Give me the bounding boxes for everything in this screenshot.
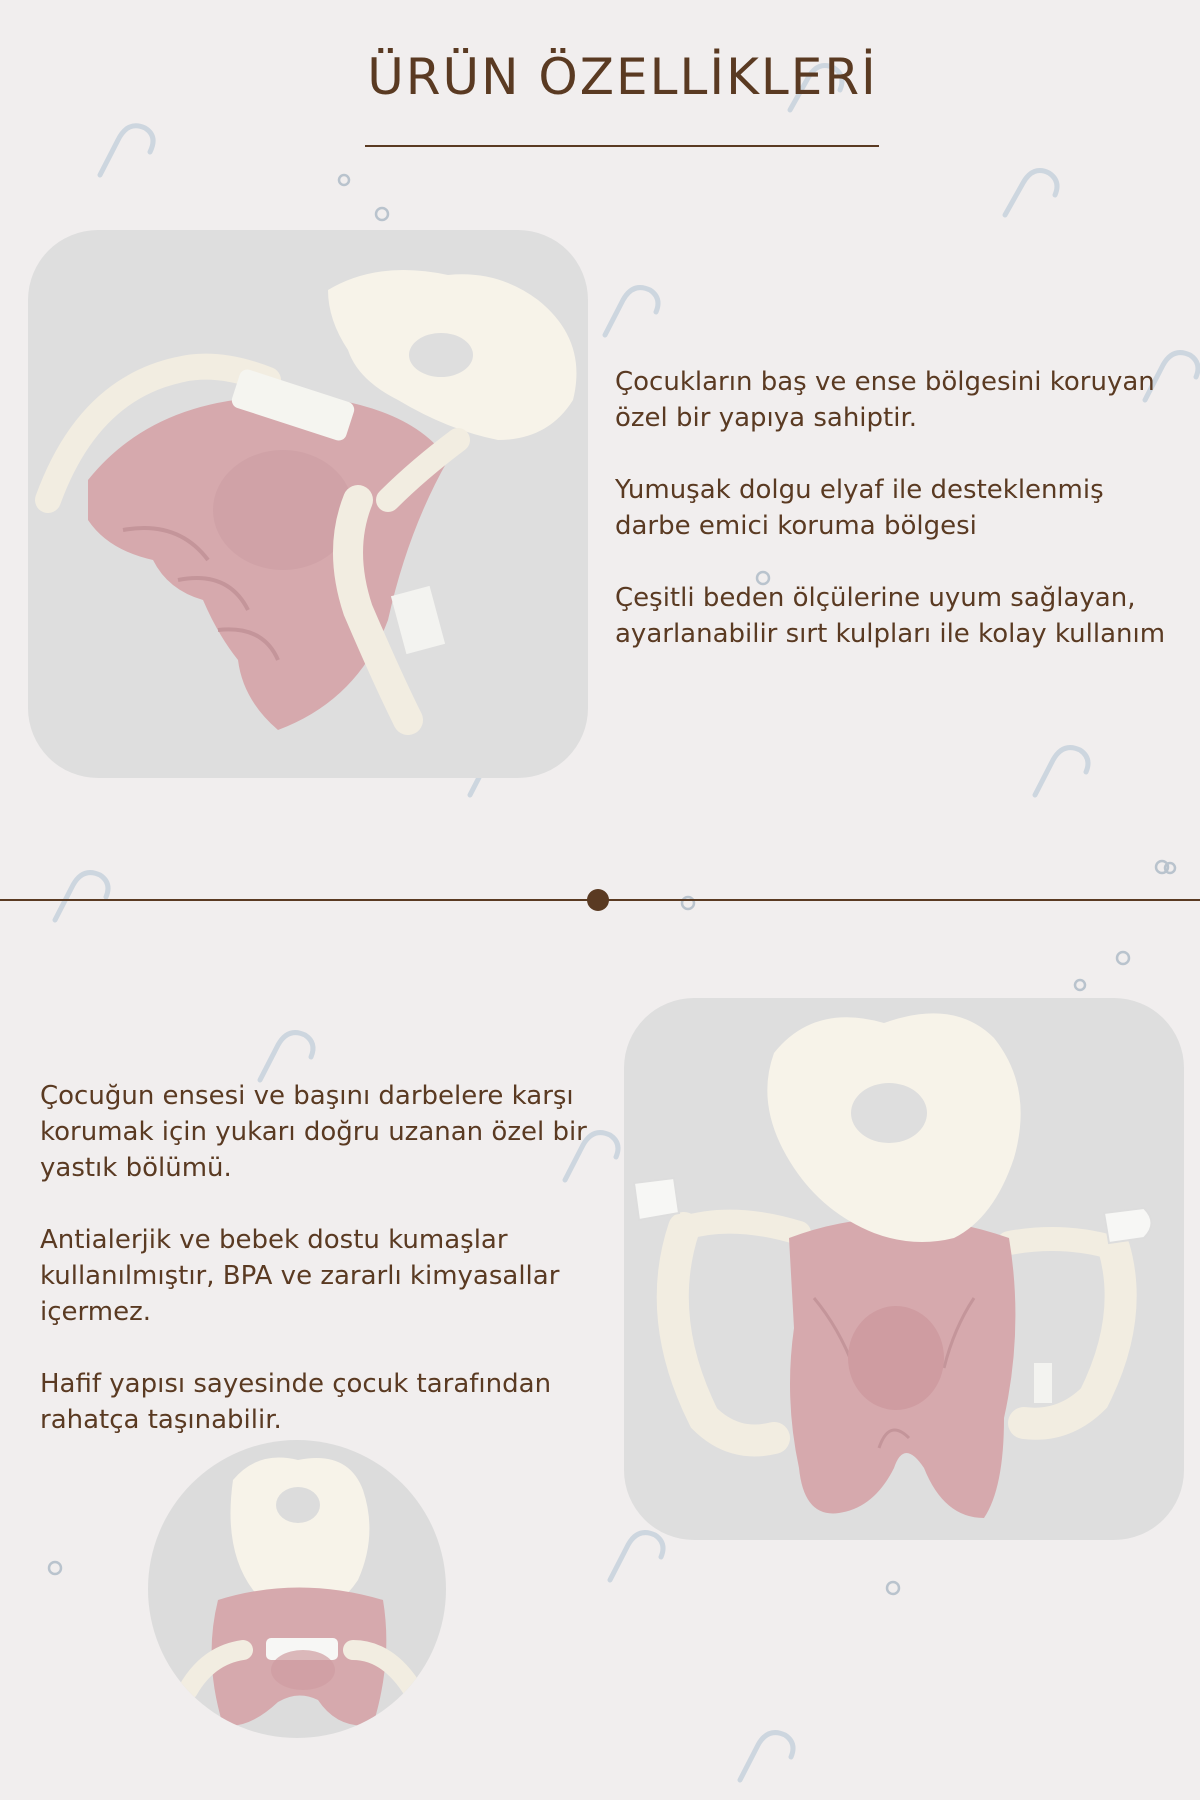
candy-cane-icon <box>1035 748 1088 795</box>
feature-paragraph: Çocukların baş ve ense bölgesini koruyan özel bir yapıya sahiptir. <box>615 367 1155 433</box>
circle-dot-icon <box>1117 952 1129 964</box>
candy-cane-icon <box>1005 171 1057 215</box>
circle-dot-icon <box>1165 863 1175 873</box>
circle-dot-icon <box>49 1562 61 1574</box>
care-label <box>391 586 445 654</box>
divider-dot <box>587 889 609 911</box>
product-photo-back <box>624 998 1184 1540</box>
candy-cane-icon <box>260 1033 313 1080</box>
pillow-hole <box>851 1083 927 1143</box>
care-label <box>1034 1363 1052 1403</box>
pillow-hole <box>409 333 473 377</box>
feature-paragraph: Yumuşak dolgu elyaf ile desteklenmiş darbe emici koruma bölgesi <box>615 475 1104 541</box>
back-cushion <box>848 1306 944 1410</box>
features-text-2 <box>40 1078 625 1474</box>
candy-cane-icon <box>610 1533 663 1580</box>
pillow-hole <box>276 1487 320 1523</box>
candy-cane-icon <box>740 1733 793 1780</box>
features-text-1 <box>615 364 1175 688</box>
buckle-left <box>634 1178 679 1220</box>
feature-paragraph: Antialerjik ve bebek dostu kumaşlar kullanılmıştır, BPA ve zararlı kimyasallar içermez. <box>40 1225 560 1327</box>
candy-cane-icon <box>100 126 153 175</box>
back-cushion <box>271 1650 335 1690</box>
candy-cane-icon <box>55 873 108 920</box>
product-photo-angle <box>28 230 588 778</box>
feature-paragraph: Çocuğun ensesi ve başını darbelere karşı korumak için yukarı doğru uzanan özel bir yastık bölümü. <box>40 1081 587 1183</box>
page-title: ÜRÜN ÖZELLİKLERİ <box>367 48 878 106</box>
circle-dot-icon <box>1156 861 1168 873</box>
product-photo-round <box>148 1440 446 1738</box>
feature-paragraph: Hafif yapısı sayesinde çocuk tarafından rahatça taşınabilir. <box>40 1369 552 1435</box>
circle-dot-icon <box>376 208 388 220</box>
left-strap <box>673 1228 774 1441</box>
circle-dot-icon <box>1075 980 1085 990</box>
feature-paragraph: Çeşitli beden ölçülerine uyum sağlayan, ayarlanabilir sırt kulpları ile kolay kullanım <box>615 583 1166 649</box>
title-underline <box>365 145 879 147</box>
candy-cane-icon <box>605 288 658 335</box>
circle-dot-icon <box>887 1582 899 1594</box>
circle-dot-icon <box>339 175 349 185</box>
buckle-right <box>1104 1208 1152 1243</box>
